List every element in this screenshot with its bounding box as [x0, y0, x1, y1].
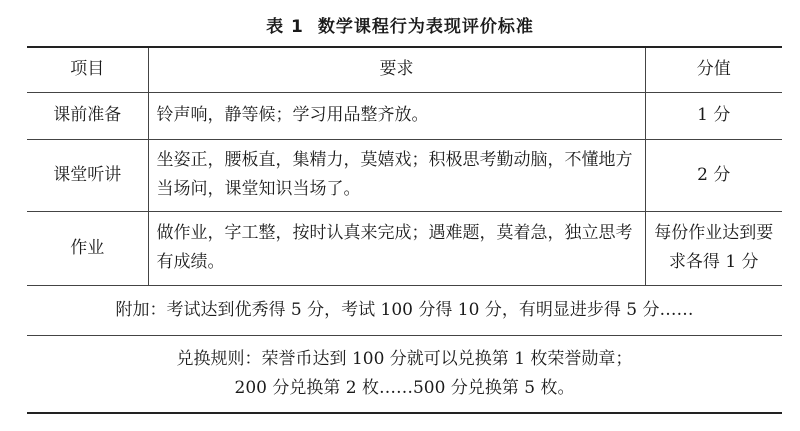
row-requirement: 铃声响，静等候；学习用品整齐放。 [148, 92, 645, 139]
table-row [27, 211, 782, 285]
table-row [27, 139, 782, 211]
extra-points-text: 附加：考试达到优秀得 5 分，考试 100 分得 10 分，有明显进步得 5 分…… [27, 285, 782, 335]
exchange-rules-cell [27, 335, 782, 413]
evaluation-table [27, 46, 782, 414]
row-score: 2 分 [645, 139, 782, 211]
row-item: 课前准备 [27, 92, 148, 139]
row-score: 1 分 [645, 92, 782, 139]
header-score: 分值 [645, 47, 782, 92]
header-item: 项目 [27, 47, 148, 92]
row-item: 作业 [27, 211, 148, 285]
table-caption [0, 12, 800, 37]
exchange-rules-row [27, 335, 782, 413]
extra-points-row [27, 285, 782, 335]
row-score: 每份作业达到要求各得 1 分 [645, 211, 782, 285]
row-requirement: 做作业，字工整，按时认真来完成；遇难题，莫着急，独立思考有成绩。 [148, 211, 645, 285]
exchange-rules-line-1: 兑换规则：荣誉币达到 100 分就可以兑换第 1 枚荣誉勋章； [176, 348, 633, 369]
exchange-rules-line-2: 200 分兑换第 2 枚……500 分兑换第 5 枚。 [234, 377, 575, 398]
table-number: 表 1 [266, 17, 304, 37]
table-row [27, 92, 782, 139]
header-requirement: 要求 [148, 47, 645, 92]
row-item: 课堂听讲 [27, 139, 148, 211]
table-header-row [27, 47, 782, 92]
table-title: 数学课程行为表现评价标准 [317, 17, 534, 37]
row-requirement: 坐姿正，腰板直，集精力，莫嬉戏；积极思考勤动脑，不懂地方当场问，课堂知识当场了。 [148, 139, 645, 211]
